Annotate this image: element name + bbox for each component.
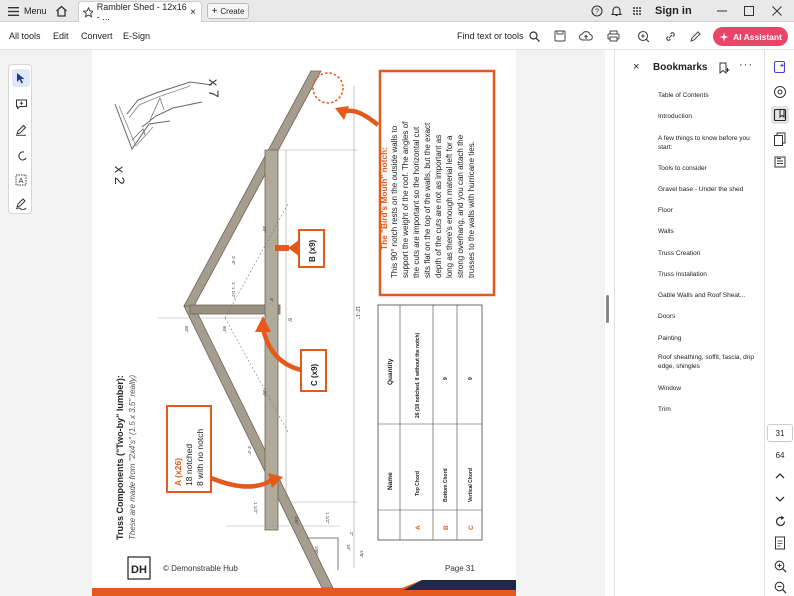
label-b-arrow [275, 245, 289, 251]
table-row-quantity: 26 (18 notched, 8 without the notch) [415, 332, 421, 418]
bookmark-item[interactable]: Trim [658, 406, 671, 413]
tab-title: Rambler Shed - 12x16 - ... [96, 2, 187, 22]
dim-label: 1 1/2" [325, 512, 330, 524]
dim-label: 3'-2" [247, 446, 252, 455]
table-row-name: Vertical Chord [468, 468, 474, 502]
help-icon [591, 5, 603, 17]
attachments-icon [773, 155, 787, 169]
comments-panel-button[interactable] [771, 83, 789, 101]
freehand-draw-icon [15, 150, 27, 162]
star-icon [83, 7, 93, 18]
callout-title: The "Bird's Mouth" notch: [379, 147, 389, 250]
callout-line: depth of the cuts are not as important as [434, 134, 443, 278]
apps-grid-icon [632, 6, 642, 16]
dim-label: 2'-0" [231, 256, 236, 265]
create-label: Create [220, 6, 245, 16]
callout-line: trusses to the walls with hurricane ties. [467, 141, 476, 278]
bookmark-icon [773, 108, 787, 122]
table-row-letter: B [443, 525, 450, 530]
comment-at-icon [773, 85, 787, 99]
menu-bar [0, 22, 794, 50]
ai-panel-button[interactable] [771, 58, 789, 76]
pages-icon [773, 132, 787, 146]
comment-tool[interactable] [12, 95, 30, 113]
sparkle-icon [719, 32, 729, 42]
text-box-icon [15, 174, 27, 186]
maximize-button[interactable] [744, 0, 754, 22]
text-box-tool[interactable] [12, 171, 30, 189]
bookmark-item[interactable]: Tools to consider [658, 165, 707, 172]
hamburger-icon [8, 7, 19, 16]
more-options-icon[interactable]: ··· [739, 59, 753, 71]
table-row-name: Top Chord [415, 471, 421, 496]
dim-label: 100° [314, 546, 319, 556]
apps-button[interactable] [632, 0, 642, 22]
page-display-button[interactable] [771, 534, 789, 552]
section-title: Truss Components ("Two-by" lumber): [115, 375, 125, 540]
footer-page-number: Page 31 [445, 564, 475, 573]
menu-all-tools[interactable]: All tools [9, 31, 41, 41]
previous-page-button[interactable] [771, 467, 789, 485]
comment-add-icon [15, 98, 28, 110]
label-a-line: 8 with no notch [195, 428, 205, 486]
dim-label: 8' [286, 318, 292, 322]
svg-text:A: A [18, 176, 24, 185]
pages-panel-button[interactable] [771, 130, 789, 148]
bookmark-item[interactable]: Painting [658, 335, 682, 342]
zoom-out-button[interactable] [771, 578, 789, 596]
footer-copyright: © Demonstrable Hub [163, 564, 238, 573]
notifications-button[interactable] [611, 0, 622, 22]
highlight-tool[interactable] [12, 121, 30, 139]
bookmark-add-icon [718, 62, 730, 74]
dim-label: 1 1/2" [253, 502, 258, 514]
table-row-letter: C [468, 525, 475, 530]
label-a-arrow [211, 478, 272, 487]
menu-label: Menu [24, 6, 47, 16]
quantity-label-x7: x 7 [206, 79, 222, 98]
arrowhead-icon [288, 240, 299, 256]
table-header-quantity: Quantity [387, 358, 394, 385]
bookmarks-panel-button[interactable] [771, 106, 789, 124]
bookmark-item[interactable]: Truss Creation [658, 250, 701, 257]
home-button[interactable] [55, 0, 68, 22]
create-button[interactable] [207, 3, 249, 19]
document-scrollbar[interactable] [606, 295, 609, 323]
save-button[interactable] [552, 28, 568, 44]
menu-button[interactable] [8, 0, 47, 22]
table-row-quantity: 9 [443, 377, 449, 380]
dim-label: 10° [346, 544, 351, 551]
bookmark-item[interactable]: Window [658, 385, 682, 392]
zoom-in-button[interactable] [771, 557, 789, 575]
search-sparkle-icon [637, 30, 650, 43]
ai-search-button[interactable] [635, 28, 651, 44]
bookmarks-title: Bookmarks [653, 62, 708, 73]
pen-button[interactable] [687, 28, 703, 44]
close-icon [772, 6, 782, 16]
right-rail [764, 50, 794, 596]
minimize-icon [717, 6, 727, 16]
draw-tool[interactable] [12, 147, 30, 165]
bookmark-item[interactable]: Truss Installation [658, 271, 707, 278]
bookmark-item[interactable]: Floor [658, 207, 673, 214]
rotate-button[interactable] [771, 512, 789, 530]
dim-label: 7/8" [359, 550, 364, 558]
menu-edit[interactable]: Edit [53, 31, 69, 41]
help-button[interactable] [591, 0, 603, 22]
signature-pen-icon [15, 198, 28, 210]
table-header-name: Name [387, 472, 394, 490]
ai-assistant-label: AI Assistant [733, 31, 782, 42]
pdf-page [92, 50, 516, 596]
birds-mouth-highlight [313, 73, 343, 103]
title-bar [0, 0, 794, 22]
current-page-field[interactable]: 31 [767, 424, 793, 442]
dim-label: 80° [222, 326, 227, 333]
plus-icon: + [211, 5, 218, 17]
bookmarks-panel [614, 50, 764, 596]
callout-line: support the weight of the roof. The angles of [401, 121, 410, 278]
table-row-letter: A [415, 525, 422, 530]
chevron-up-icon [775, 472, 785, 480]
bell-icon [611, 5, 622, 17]
window-close-button[interactable] [772, 0, 782, 22]
dim-label: 100° [294, 516, 299, 526]
highlighter-icon [15, 124, 27, 136]
close-tab-icon[interactable]: × [190, 6, 196, 18]
menu-convert[interactable]: Convert [81, 31, 113, 41]
next-page-button[interactable] [771, 490, 789, 508]
quick-tools-panel [8, 64, 32, 214]
dh-logo-text: DH [131, 564, 147, 576]
find-button[interactable] [457, 22, 540, 50]
dim-label: 12'-1" [354, 306, 360, 319]
cursor-icon [16, 72, 26, 84]
print-icon [607, 30, 620, 42]
dim-label: 9" [269, 298, 274, 303]
callout-line: strong overhang, and you can attach the [456, 134, 465, 278]
ai-document-icon [773, 60, 787, 74]
zoom-in-icon [774, 560, 787, 573]
dim-label: 30" [262, 390, 267, 397]
footer-dark-bar [404, 580, 516, 590]
dim-label: 30" [262, 226, 267, 233]
menu-e-sign[interactable]: E-Sign [123, 31, 151, 41]
bookmark-item[interactable]: Walls [658, 228, 674, 235]
callout-arrow [342, 111, 378, 125]
page-fit-icon [774, 536, 786, 550]
bookmark-item[interactable]: Roof sheathing, soffit, fascia, drip edge, shingles [658, 354, 754, 370]
minimize-button[interactable] [717, 0, 727, 22]
callout-line: This 90° notch rests on the outside walls to [390, 125, 399, 278]
document-tab[interactable] [78, 1, 202, 22]
bookmark-item[interactable]: Table of Contents [658, 92, 709, 99]
pen-icon [689, 30, 702, 43]
table-row-quantity: 9 [468, 377, 474, 380]
svg-text:?: ? [594, 6, 600, 16]
dim-label: 1'-1 1/2" [231, 282, 236, 299]
label-c: C (x9) [310, 363, 319, 386]
document-viewport[interactable] [92, 50, 605, 596]
total-pages: 64 [775, 450, 785, 460]
sign-in-link[interactable]: Sign in [655, 5, 692, 17]
callout-line: sits flat on the top of the walls, but the exact [423, 122, 432, 278]
bookmark-item[interactable]: Doors [658, 313, 676, 320]
bookmark-item[interactable]: A few things to know before you start: [658, 135, 750, 151]
page-drawing [92, 50, 516, 596]
save-icon [554, 30, 566, 42]
zoom-out-icon [774, 581, 787, 594]
bookmark-item[interactable]: Gravel base - Under the shed [658, 186, 744, 193]
components-table [378, 305, 482, 540]
truss-thumbnail [115, 82, 212, 149]
find-label: Find text or tools [457, 31, 524, 41]
chevron-down-icon [775, 495, 785, 503]
maximize-icon [744, 6, 754, 16]
ai-assistant-button[interactable] [713, 27, 788, 46]
cloud-upload-icon [579, 30, 593, 42]
add-bookmark-button[interactable] [718, 61, 730, 79]
label-b: B (x9) [308, 239, 317, 262]
bookmark-item[interactable]: Introduction [658, 113, 692, 120]
close-panel-icon[interactable]: × [633, 61, 640, 73]
quantity-label-x2: x 2 [112, 166, 128, 185]
upload-button[interactable] [578, 28, 594, 44]
link-button[interactable] [662, 28, 678, 44]
home-icon [55, 5, 68, 17]
print-button[interactable] [605, 28, 621, 44]
attachments-panel-button[interactable] [771, 153, 789, 171]
callout-line: the cuts are important so the horizontal cut [412, 126, 421, 278]
callout-line: long as there's enough material left for a [445, 135, 454, 278]
bookmark-item[interactable]: Gable Walls and Roof Sheat... [658, 292, 746, 299]
label-a-title: A (x26) [173, 457, 183, 486]
link-icon [664, 30, 677, 43]
section-subtitle: These are made from "2x4's" (1.5 x 3.5" really) [128, 374, 137, 540]
table-row-name: Bottom Chord [443, 468, 449, 502]
fill-sign-tool[interactable] [12, 195, 30, 213]
rotate-icon [774, 515, 787, 528]
label-a-line: 18 notched [184, 443, 194, 486]
dim-label: 2" [349, 532, 354, 537]
search-icon [529, 31, 540, 42]
dim-label: 80° [184, 326, 189, 333]
select-tool[interactable] [12, 69, 30, 87]
